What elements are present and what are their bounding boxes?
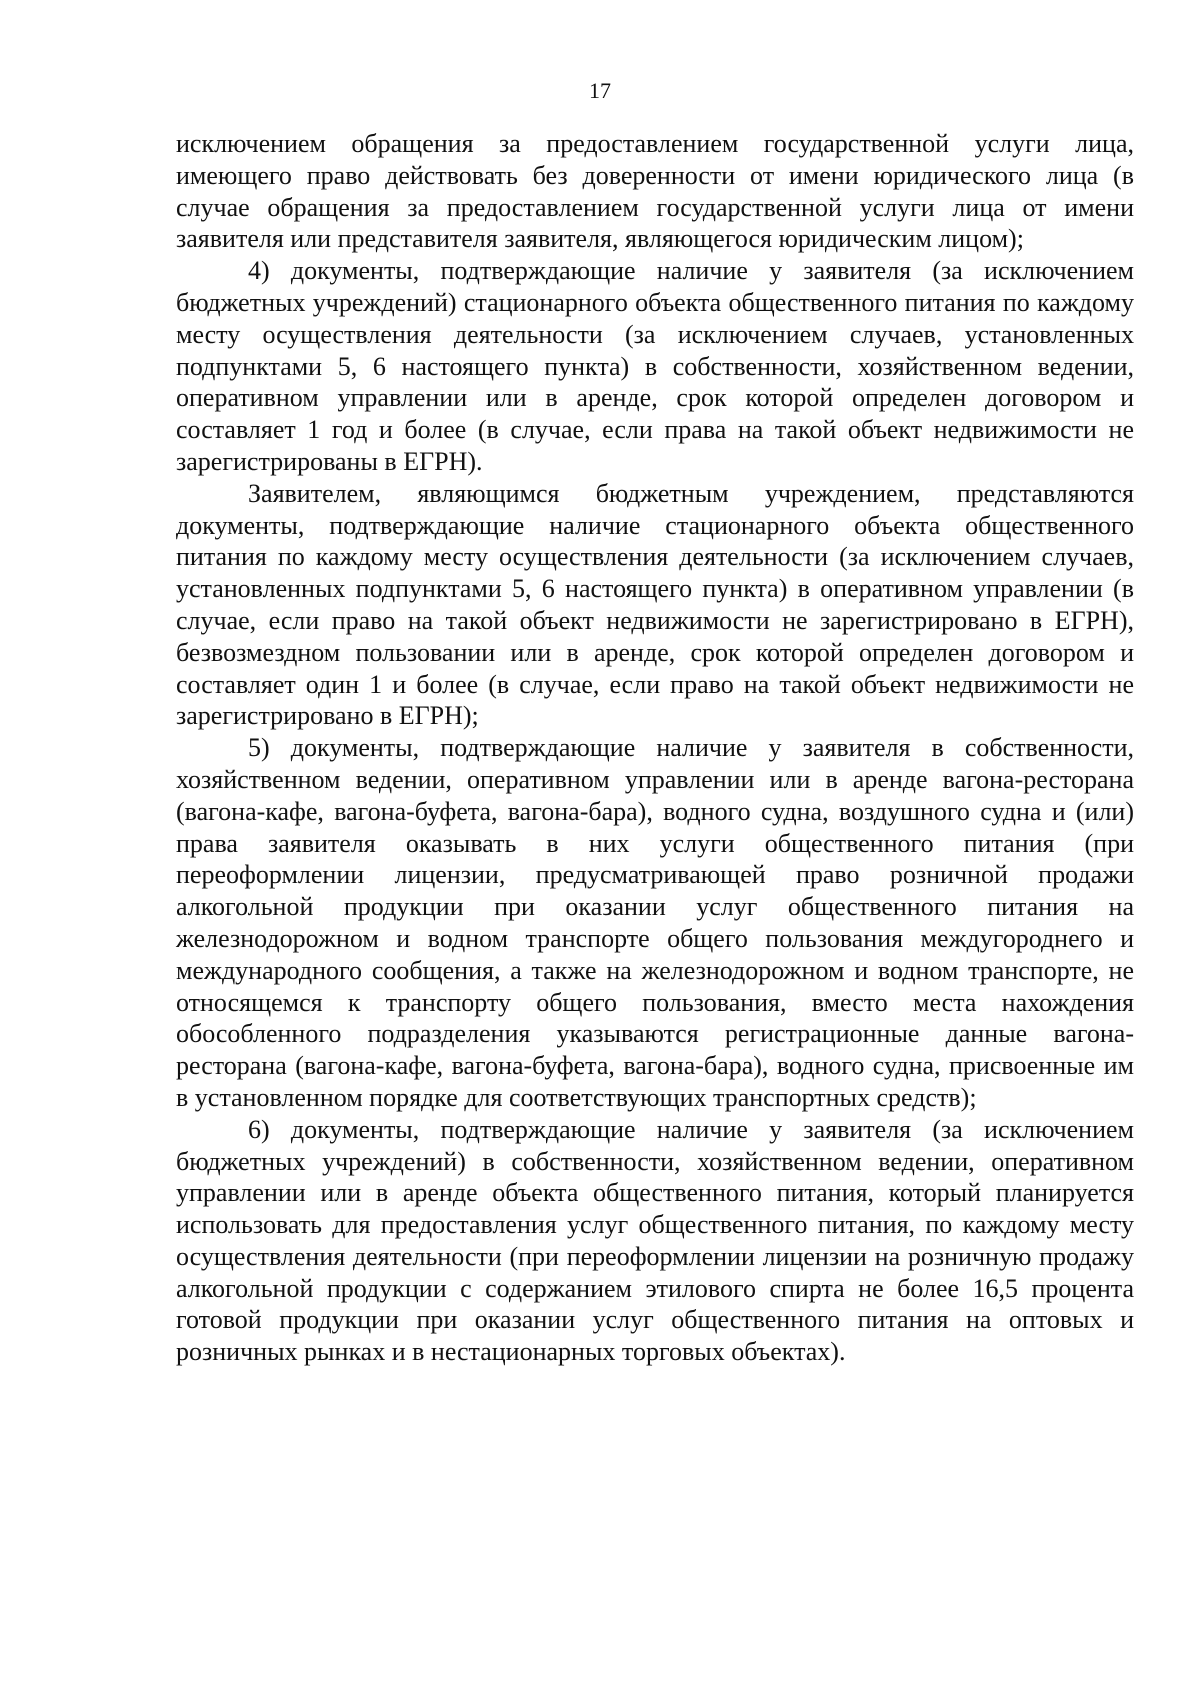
paragraph-budget-institution: Заявителем, являющимся бюджетным учреждением, представляются документы, подтверждающие наличие стационарного объекта общественного питания по каждому месту осуществления деятельности (за исключением случаев, установленных подпунктами 5, 6 настоящего пункта) в оперативном управлении (в случае, если право на такой объект недвижимости не зарегистрировано в ЕГРН), безвозмездном пользовании или в аренде, срок которой определен договором и составляет один 1 и более (в случае, если право на такой объект недвижимости не зарегистрировано в ЕГРН);	[176, 478, 1134, 731]
paragraph-item-5: 5) документы, подтверждающие наличие у заявителя в собственности, хозяйственном ведении, оперативном управлении или в аренде вагона-ресторана (вагона-кафе, вагона-буфета, вагона-бара), водного судна, воздушного судна и (или) права заявителя оказывать в них услуги общественного питания (при переоформлении лицензии, предусматривающей право розничной продажи алкогольной продукции при оказании услуг общественного питания на железнодорожном и водном транспорте общего пользования междугороднего и международного сообщения, а также на железнодорожном и водном транспорте, не относящемся к транспорту общего пользования, вместо места нахождения обособленного подразделения указываются регистрационные данные вагона-ресторана (вагона-кафе, вагона-буфета, вагона-бара), водного судна, присвоенные им в установленном порядке для соответствующих транспортных средств);	[176, 733, 1134, 1112]
paragraph-continuation: исключением обращения за предоставлением государственной услуги лица, имеющего право действовать без доверенности от имени юридического лица (в случае обращения за предоставлением государственной услуги лица от имени заявителя или представителя заявителя, являющегося юридическим лицом);	[176, 129, 1134, 254]
page-number: 17	[589, 78, 611, 103]
paragraph-item-6: 6) документы, подтверждающие наличие у заявителя (за исключением бюджетных учреждений) в собственности, хозяйственном ведении, оперативном управлении или в аренде объекта общественного питания, который планируется использовать для предоставления услуг общественного питания, по каждому месту осуществления деятельности (при переоформлении лицензии на розничную продажу алкогольной продукции с содержанием этилового спирта не более 16,5 процента готовой продукции при оказании услуг общественного питания на оптовых и розничных рынках и в нестационарных торговых объектах).	[176, 1114, 1134, 1367]
document-body	[176, 128, 1134, 1368]
paragraph-item-4: 4) документы, подтверждающие наличие у заявителя (за исключением бюджетных учреждений) стационарного объекта общественного питания по каждому месту осуществления деятельности (за исключением случаев, установленных подпунктами 5, 6 настоящего пункта) в собственности, хозяйственном ведении, оперативном управлении или в аренде, срок которой определен договором и составляет 1 год и более (в случае, если права на такой объект недвижимости не зарегистрированы в ЕГРН).	[176, 256, 1134, 476]
